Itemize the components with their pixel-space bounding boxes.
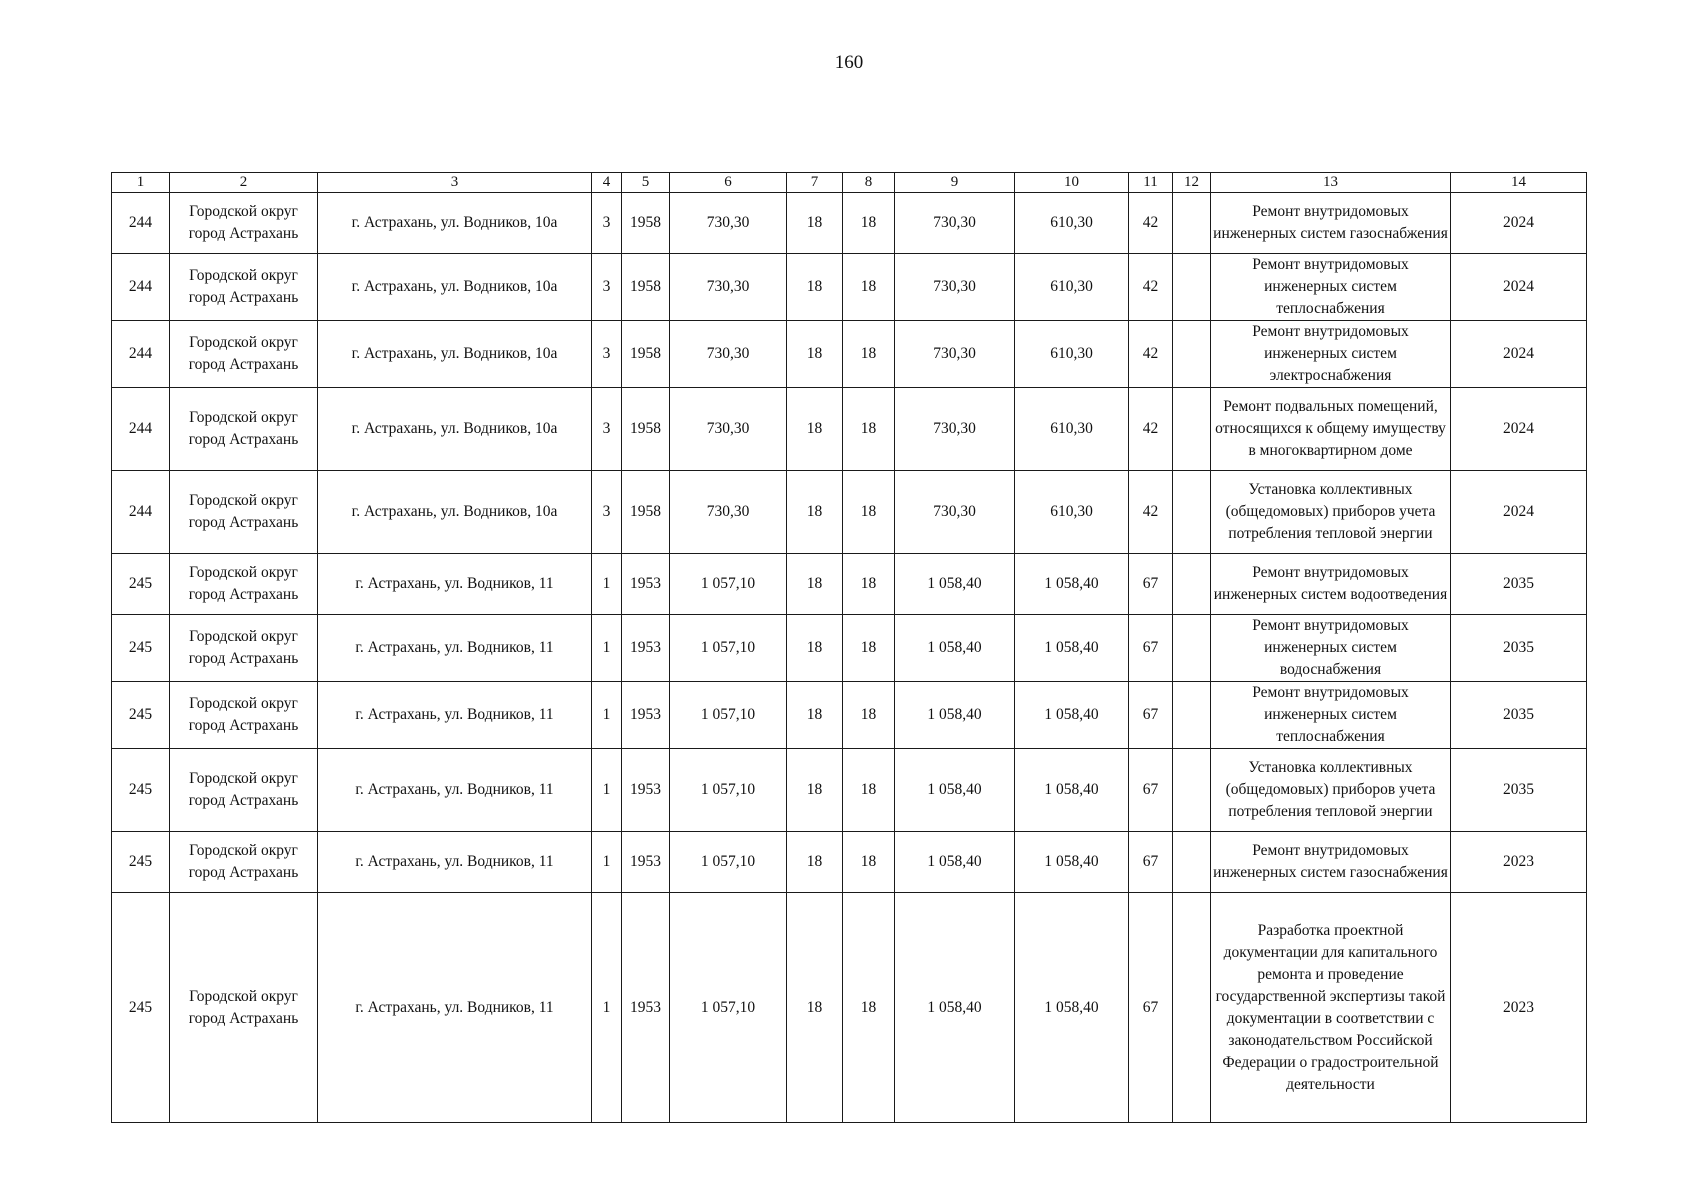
year-built-cell: 1953 (622, 832, 670, 893)
work-type-cell: Ремонт внутридомовых инженерных систем газоснабжения (1211, 193, 1451, 254)
value-cell-7: 18 (787, 749, 843, 832)
value-cell-8: 18 (843, 254, 895, 321)
floors-cell: 3 (592, 254, 622, 321)
year-built-cell: 1953 (622, 554, 670, 615)
planned-year-cell: 2024 (1451, 193, 1587, 254)
area-cell-10: 610,30 (1015, 388, 1129, 471)
area-cell-9: 730,30 (895, 193, 1015, 254)
area-cell-10: 1 058,40 (1015, 682, 1129, 749)
planned-year-cell: 2035 (1451, 554, 1587, 615)
municipality-cell: Городской округ город Астрахань (170, 321, 318, 388)
row-number-cell: 245 (112, 832, 170, 893)
address-cell: г. Астрахань, ул. Водников, 11 (318, 554, 592, 615)
floors-cell: 3 (592, 193, 622, 254)
work-type-cell: Ремонт подвальных помещений, относящихся к общему имуществу в многоквартирном доме (1211, 388, 1451, 471)
planned-year-cell: 2024 (1451, 254, 1587, 321)
planned-year-cell: 2035 (1451, 749, 1587, 832)
total-area-cell: 1 057,10 (670, 749, 787, 832)
column-header-1: 1 (112, 173, 170, 193)
municipality-cell: Городской округ город Астрахань (170, 749, 318, 832)
row-number-cell: 245 (112, 893, 170, 1123)
total-area-cell: 1 057,10 (670, 832, 787, 893)
floors-cell: 1 (592, 615, 622, 682)
value-cell-8: 18 (843, 615, 895, 682)
planned-year-cell: 2023 (1451, 893, 1587, 1123)
value-cell-12 (1173, 832, 1211, 893)
total-area-cell: 730,30 (670, 321, 787, 388)
work-type-cell: Ремонт внутридомовых инженерных систем водоснабжения (1211, 615, 1451, 682)
row-number-cell: 245 (112, 615, 170, 682)
row-number-cell: 244 (112, 321, 170, 388)
value-cell-11: 67 (1129, 682, 1173, 749)
value-cell-11: 42 (1129, 388, 1173, 471)
value-cell-8: 18 (843, 749, 895, 832)
table-row (112, 832, 1587, 893)
value-cell-8: 18 (843, 682, 895, 749)
column-header-14: 14 (1451, 173, 1587, 193)
column-number-row (112, 173, 1587, 193)
area-cell-10: 610,30 (1015, 471, 1129, 554)
year-built-cell: 1953 (622, 749, 670, 832)
column-header-5: 5 (622, 173, 670, 193)
address-cell: г. Астрахань, ул. Водников, 10а (318, 254, 592, 321)
value-cell-11: 67 (1129, 893, 1173, 1123)
row-number-cell: 245 (112, 749, 170, 832)
value-cell-12 (1173, 193, 1211, 254)
year-built-cell: 1958 (622, 321, 670, 388)
planned-year-cell: 2024 (1451, 471, 1587, 554)
year-built-cell: 1958 (622, 471, 670, 554)
area-cell-9: 730,30 (895, 321, 1015, 388)
total-area-cell: 730,30 (670, 388, 787, 471)
value-cell-12 (1173, 554, 1211, 615)
column-header-11: 11 (1129, 173, 1173, 193)
area-cell-10: 610,30 (1015, 254, 1129, 321)
column-header-12: 12 (1173, 173, 1211, 193)
value-cell-7: 18 (787, 388, 843, 471)
area-cell-10: 1 058,40 (1015, 554, 1129, 615)
table-row (112, 193, 1587, 254)
row-number-cell: 244 (112, 471, 170, 554)
total-area-cell: 1 057,10 (670, 682, 787, 749)
table-row (112, 615, 1587, 682)
table-row (112, 388, 1587, 471)
value-cell-12 (1173, 254, 1211, 321)
municipality-cell: Городской округ город Астрахань (170, 193, 318, 254)
value-cell-11: 67 (1129, 749, 1173, 832)
address-cell: г. Астрахань, ул. Водников, 10а (318, 321, 592, 388)
address-cell: г. Астрахань, ул. Водников, 10а (318, 193, 592, 254)
value-cell-7: 18 (787, 893, 843, 1123)
municipality-cell: Городской округ город Астрахань (170, 388, 318, 471)
capital-repair-table (111, 172, 1587, 1123)
column-header-3: 3 (318, 173, 592, 193)
year-built-cell: 1958 (622, 193, 670, 254)
value-cell-12 (1173, 682, 1211, 749)
municipality-cell: Городской округ город Астрахань (170, 554, 318, 615)
floors-cell: 3 (592, 388, 622, 471)
floors-cell: 3 (592, 471, 622, 554)
floors-cell: 3 (592, 321, 622, 388)
area-cell-9: 1 058,40 (895, 615, 1015, 682)
value-cell-11: 67 (1129, 832, 1173, 893)
municipality-cell: Городской округ город Астрахань (170, 471, 318, 554)
table-row (112, 682, 1587, 749)
value-cell-12 (1173, 471, 1211, 554)
table-row (112, 554, 1587, 615)
table-row (112, 749, 1587, 832)
value-cell-8: 18 (843, 554, 895, 615)
planned-year-cell: 2035 (1451, 682, 1587, 749)
column-header-2: 2 (170, 173, 318, 193)
year-built-cell: 1958 (622, 254, 670, 321)
value-cell-7: 18 (787, 615, 843, 682)
value-cell-8: 18 (843, 388, 895, 471)
total-area-cell: 1 057,10 (670, 893, 787, 1123)
column-header-8: 8 (843, 173, 895, 193)
value-cell-12 (1173, 615, 1211, 682)
work-type-cell: Ремонт внутридомовых инженерных систем теплоснабжения (1211, 682, 1451, 749)
address-cell: г. Астрахань, ул. Водников, 11 (318, 682, 592, 749)
column-header-10: 10 (1015, 173, 1129, 193)
area-cell-9: 730,30 (895, 471, 1015, 554)
area-cell-9: 1 058,40 (895, 832, 1015, 893)
area-cell-9: 730,30 (895, 388, 1015, 471)
value-cell-7: 18 (787, 554, 843, 615)
address-cell: г. Астрахань, ул. Водников, 10а (318, 471, 592, 554)
area-cell-9: 1 058,40 (895, 554, 1015, 615)
column-header-7: 7 (787, 173, 843, 193)
area-cell-10: 1 058,40 (1015, 749, 1129, 832)
value-cell-11: 42 (1129, 471, 1173, 554)
year-built-cell: 1958 (622, 388, 670, 471)
value-cell-8: 18 (843, 893, 895, 1123)
row-number-cell: 244 (112, 193, 170, 254)
planned-year-cell: 2024 (1451, 321, 1587, 388)
value-cell-11: 42 (1129, 193, 1173, 254)
address-cell: г. Астрахань, ул. Водников, 11 (318, 615, 592, 682)
floors-cell: 1 (592, 554, 622, 615)
value-cell-11: 67 (1129, 615, 1173, 682)
value-cell-11: 42 (1129, 254, 1173, 321)
address-cell: г. Астрахань, ул. Водников, 11 (318, 832, 592, 893)
value-cell-11: 42 (1129, 321, 1173, 388)
work-type-cell: Ремонт внутридомовых инженерных систем газоснабжения (1211, 832, 1451, 893)
municipality-cell: Городской округ город Астрахань (170, 682, 318, 749)
row-number-cell: 245 (112, 682, 170, 749)
value-cell-11: 67 (1129, 554, 1173, 615)
column-header-6: 6 (670, 173, 787, 193)
column-header-13: 13 (1211, 173, 1451, 193)
address-cell: г. Астрахань, ул. Водников, 11 (318, 749, 592, 832)
year-built-cell: 1953 (622, 893, 670, 1123)
value-cell-12 (1173, 388, 1211, 471)
municipality-cell: Городской округ город Астрахань (170, 832, 318, 893)
value-cell-12 (1173, 321, 1211, 388)
floors-cell: 1 (592, 682, 622, 749)
total-area-cell: 730,30 (670, 193, 787, 254)
work-type-cell: Установка коллективных (общедомовых) приборов учета потребления тепловой энергии (1211, 471, 1451, 554)
total-area-cell: 730,30 (670, 471, 787, 554)
planned-year-cell: 2023 (1451, 832, 1587, 893)
municipality-cell: Городской округ город Астрахань (170, 893, 318, 1123)
address-cell: г. Астрахань, ул. Водников, 11 (318, 893, 592, 1123)
address-cell: г. Астрахань, ул. Водников, 10а (318, 388, 592, 471)
value-cell-12 (1173, 749, 1211, 832)
table-row (112, 321, 1587, 388)
value-cell-7: 18 (787, 321, 843, 388)
value-cell-8: 18 (843, 321, 895, 388)
work-type-cell: Ремонт внутридомовых инженерных систем водоотведения (1211, 554, 1451, 615)
floors-cell: 1 (592, 832, 622, 893)
area-cell-10: 1 058,40 (1015, 893, 1129, 1123)
area-cell-9: 1 058,40 (895, 749, 1015, 832)
table-row (112, 254, 1587, 321)
area-cell-10: 610,30 (1015, 193, 1129, 254)
planned-year-cell: 2024 (1451, 388, 1587, 471)
area-cell-9: 1 058,40 (895, 682, 1015, 749)
work-type-cell: Ремонт внутридомовых инженерных систем теплоснабжения (1211, 254, 1451, 321)
column-header-9: 9 (895, 173, 1015, 193)
area-cell-10: 1 058,40 (1015, 615, 1129, 682)
municipality-cell: Городской округ город Астрахань (170, 254, 318, 321)
area-cell-9: 730,30 (895, 254, 1015, 321)
year-built-cell: 1953 (622, 615, 670, 682)
total-area-cell: 1 057,10 (670, 554, 787, 615)
table-row (112, 893, 1587, 1123)
total-area-cell: 730,30 (670, 254, 787, 321)
row-number-cell: 244 (112, 388, 170, 471)
value-cell-7: 18 (787, 682, 843, 749)
planned-year-cell: 2035 (1451, 615, 1587, 682)
year-built-cell: 1953 (622, 682, 670, 749)
value-cell-8: 18 (843, 193, 895, 254)
work-type-cell: Разработка проектной документации для капитального ремонта и проведение государственной экспертизы такой документации в соответствии с законодательством Российской Федерации о градостроительной деятельности (1211, 893, 1451, 1123)
floors-cell: 1 (592, 893, 622, 1123)
table-row (112, 471, 1587, 554)
value-cell-8: 18 (843, 471, 895, 554)
value-cell-7: 18 (787, 832, 843, 893)
value-cell-8: 18 (843, 832, 895, 893)
column-header-4: 4 (592, 173, 622, 193)
municipality-cell: Городской округ город Астрахань (170, 615, 318, 682)
work-type-cell: Ремонт внутридомовых инженерных систем электроснабжения (1211, 321, 1451, 388)
value-cell-12 (1173, 893, 1211, 1123)
value-cell-7: 18 (787, 471, 843, 554)
area-cell-9: 1 058,40 (895, 893, 1015, 1123)
value-cell-7: 18 (787, 193, 843, 254)
work-type-cell: Установка коллективных (общедомовых) приборов учета потребления тепловой энергии (1211, 749, 1451, 832)
floors-cell: 1 (592, 749, 622, 832)
row-number-cell: 245 (112, 554, 170, 615)
total-area-cell: 1 057,10 (670, 615, 787, 682)
area-cell-10: 1 058,40 (1015, 832, 1129, 893)
row-number-cell: 244 (112, 254, 170, 321)
area-cell-10: 610,30 (1015, 321, 1129, 388)
page-number: 160 (834, 52, 864, 73)
value-cell-7: 18 (787, 254, 843, 321)
